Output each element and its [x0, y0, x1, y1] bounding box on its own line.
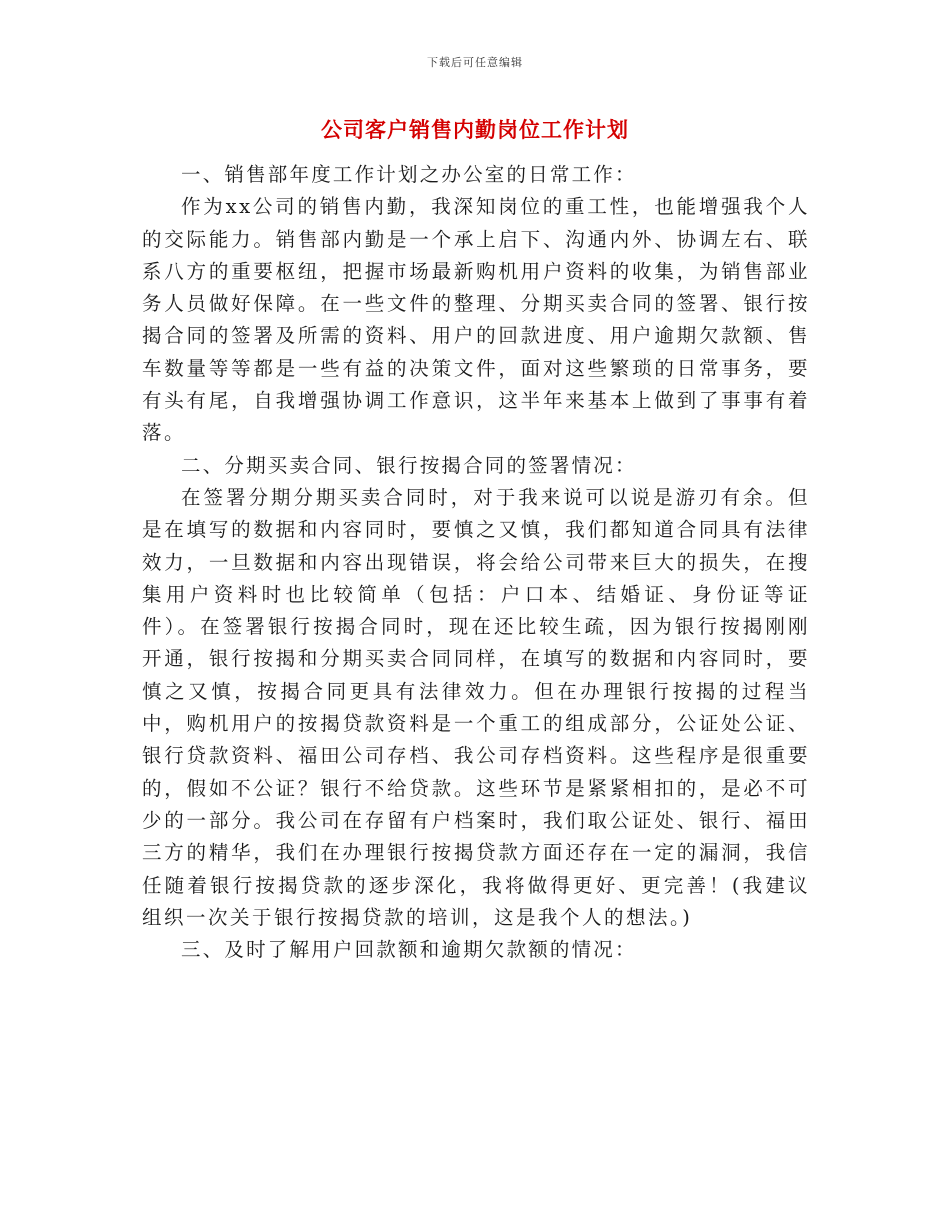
paragraph-contract-signing: 在签署分期分期买卖合同时，对于我来说可以说是游刃有余。但是在填写的数据和内容同时，要慎之又慎，我们都知道合同具有法律效力，一旦数据和内容出现错误，将会给公司带来巨大的损失，在搜集用户资料时也比较简单（包括：户口本、结婚证、身份证等证件）。在签署银行按揭合同时，现在还比较生疏，因为银行按揭刚刚开通，银行按揭和分期买卖合同同样，在填写的数据和内容同时，要慎之又慎，按揭合同更具有法律效力。但在办理银行按揭的过程当中，购机用户的按揭贷款资料是一个重工的组成部分，公证处公证、银行贷款资料、福田公司存档、我公司存档资料。这些程序是很重要的，假如不公证？银行不给贷款。这些环节是紧紧相扣的，是必不可少的一部分。我公司在存留有户档案时，我们取公证处、银行、福田三方的精华，我们在办理银行按揭贷款方面还存在一定的漏洞，我信任随着银行按揭贷款的逐步深化，我将做得更好、更完善！(我建议组织一次关于银行按揭贷款的培训，这是我个人的想法。): [142, 485, 810, 929]
section-heading-1: 一、销售部年度工作计划之办公室的日常工作：: [181, 163, 637, 186]
header-note: 下载后可任意编辑: [427, 56, 523, 69]
section-heading-3: 三、及时了解用户回款额和逾期欠款额的情况：: [181, 938, 637, 962]
section-heading-2: 二、分期买卖合同、银行按揭合同的签署情况：: [181, 453, 637, 477]
document-title: 公司客户销售内勤岗位工作计划: [321, 118, 629, 142]
document-body: [142, 159, 810, 966]
paragraph-daily-work: 作为xx公司的销售内勤，我深知岗位的重工性，也能增强我个人的交际能力。销售部内勤是一个承上启下、沟通内外、协调左右、联系八方的重要枢纽，把握市场最新购机用户资料的收集，为销售部业务人员做好保障。在一些文件的整理、分期买卖合同的签署、银行按揭合同的签署及所需的资料、用户的回款进度、用户逾期欠款额、售车数量等等都是一些有益的决策文件，面对这些繁琐的日常事务，要有头有尾，自我增强协调工作意识，这半年来基本上做到了事事有着落。: [142, 195, 810, 445]
